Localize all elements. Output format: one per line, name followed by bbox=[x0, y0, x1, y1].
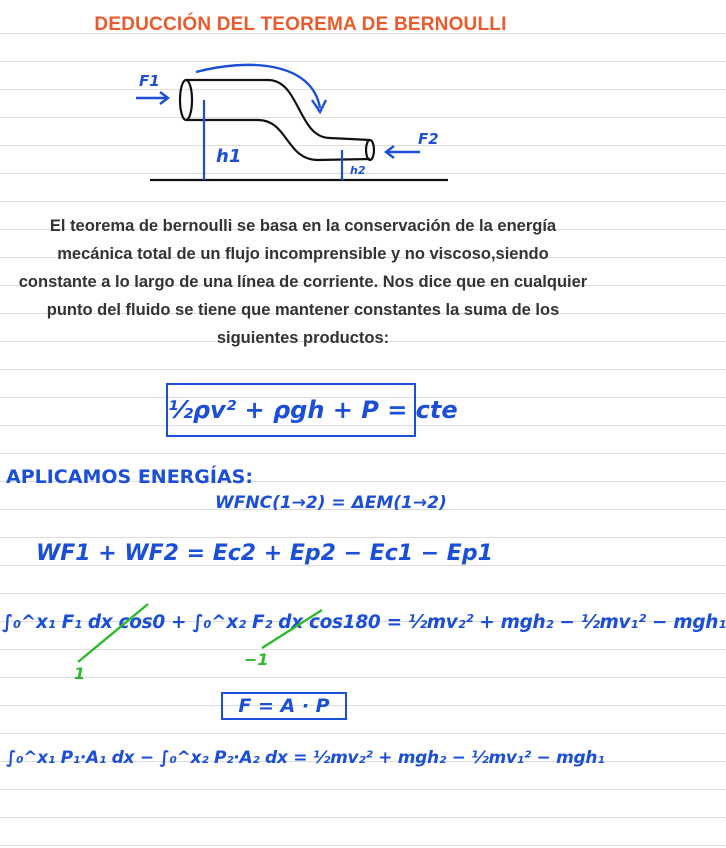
pipe-outlet bbox=[366, 140, 374, 160]
cos0-value: 1 bbox=[74, 664, 86, 683]
pipe-outline bbox=[186, 80, 370, 140]
energies-heading: APLICAMOS ENERGÍAS: bbox=[6, 466, 253, 488]
cancel-strokes bbox=[0, 590, 601, 690]
work-energy-line: WF1 + WF2 = Ec2 + Ep2 − Ec1 − Ep1 bbox=[36, 541, 493, 566]
cos180-value: −1 bbox=[244, 650, 269, 669]
h1-label: h1 bbox=[216, 146, 242, 167]
integral-line: ∫₀^x₁ F₁ dx cos0 + ∫₀^x₂ F₂ dx cos180 = ½mv₂² + mgh₂ − ½mv₁² − mgh₁ bbox=[2, 612, 726, 633]
bernoulli-equation: ½ρv² + ρgh + P = cte bbox=[168, 396, 458, 424]
cos180-cancel-stroke bbox=[262, 610, 322, 648]
intro-paragraph: El teorema de bernoulli se basa en la conservación de la energía mecánica total de un flujo incomprensible y no viscoso,siendo constante a lo largo de una línea de corriente. Nos dice que en cualquier punto del fluido se tiene que mantener constantes la suma de los siguientes productos: bbox=[18, 217, 588, 347]
h2-label: h2 bbox=[350, 164, 366, 177]
f1-label: F1 bbox=[139, 72, 160, 90]
page-title: DEDUCCIÓN DEL TEOREMA DE BERNOULLI bbox=[94, 14, 507, 35]
energy-relation: WFNC(1→2) = ΔEM(1→2) bbox=[215, 493, 447, 513]
force-pressure-box bbox=[221, 692, 347, 720]
pressure-integral-line: ∫₀^x₁ P₁·A₁ dx − ∫₀^x₂ P₂·A₂ dx = ½mv₂² + mgh₂ − ½mv₁² − mgh₁ bbox=[6, 748, 605, 768]
f2-label: F2 bbox=[418, 130, 439, 148]
cos0-cancel-stroke bbox=[78, 604, 148, 662]
bernoulli-equation-box bbox=[166, 383, 458, 437]
pipe-inlet bbox=[180, 80, 192, 120]
pipe-diagram bbox=[0, 0, 601, 200]
force-pressure-relation: F = A · P bbox=[238, 695, 330, 717]
flow-arrow bbox=[196, 65, 320, 108]
